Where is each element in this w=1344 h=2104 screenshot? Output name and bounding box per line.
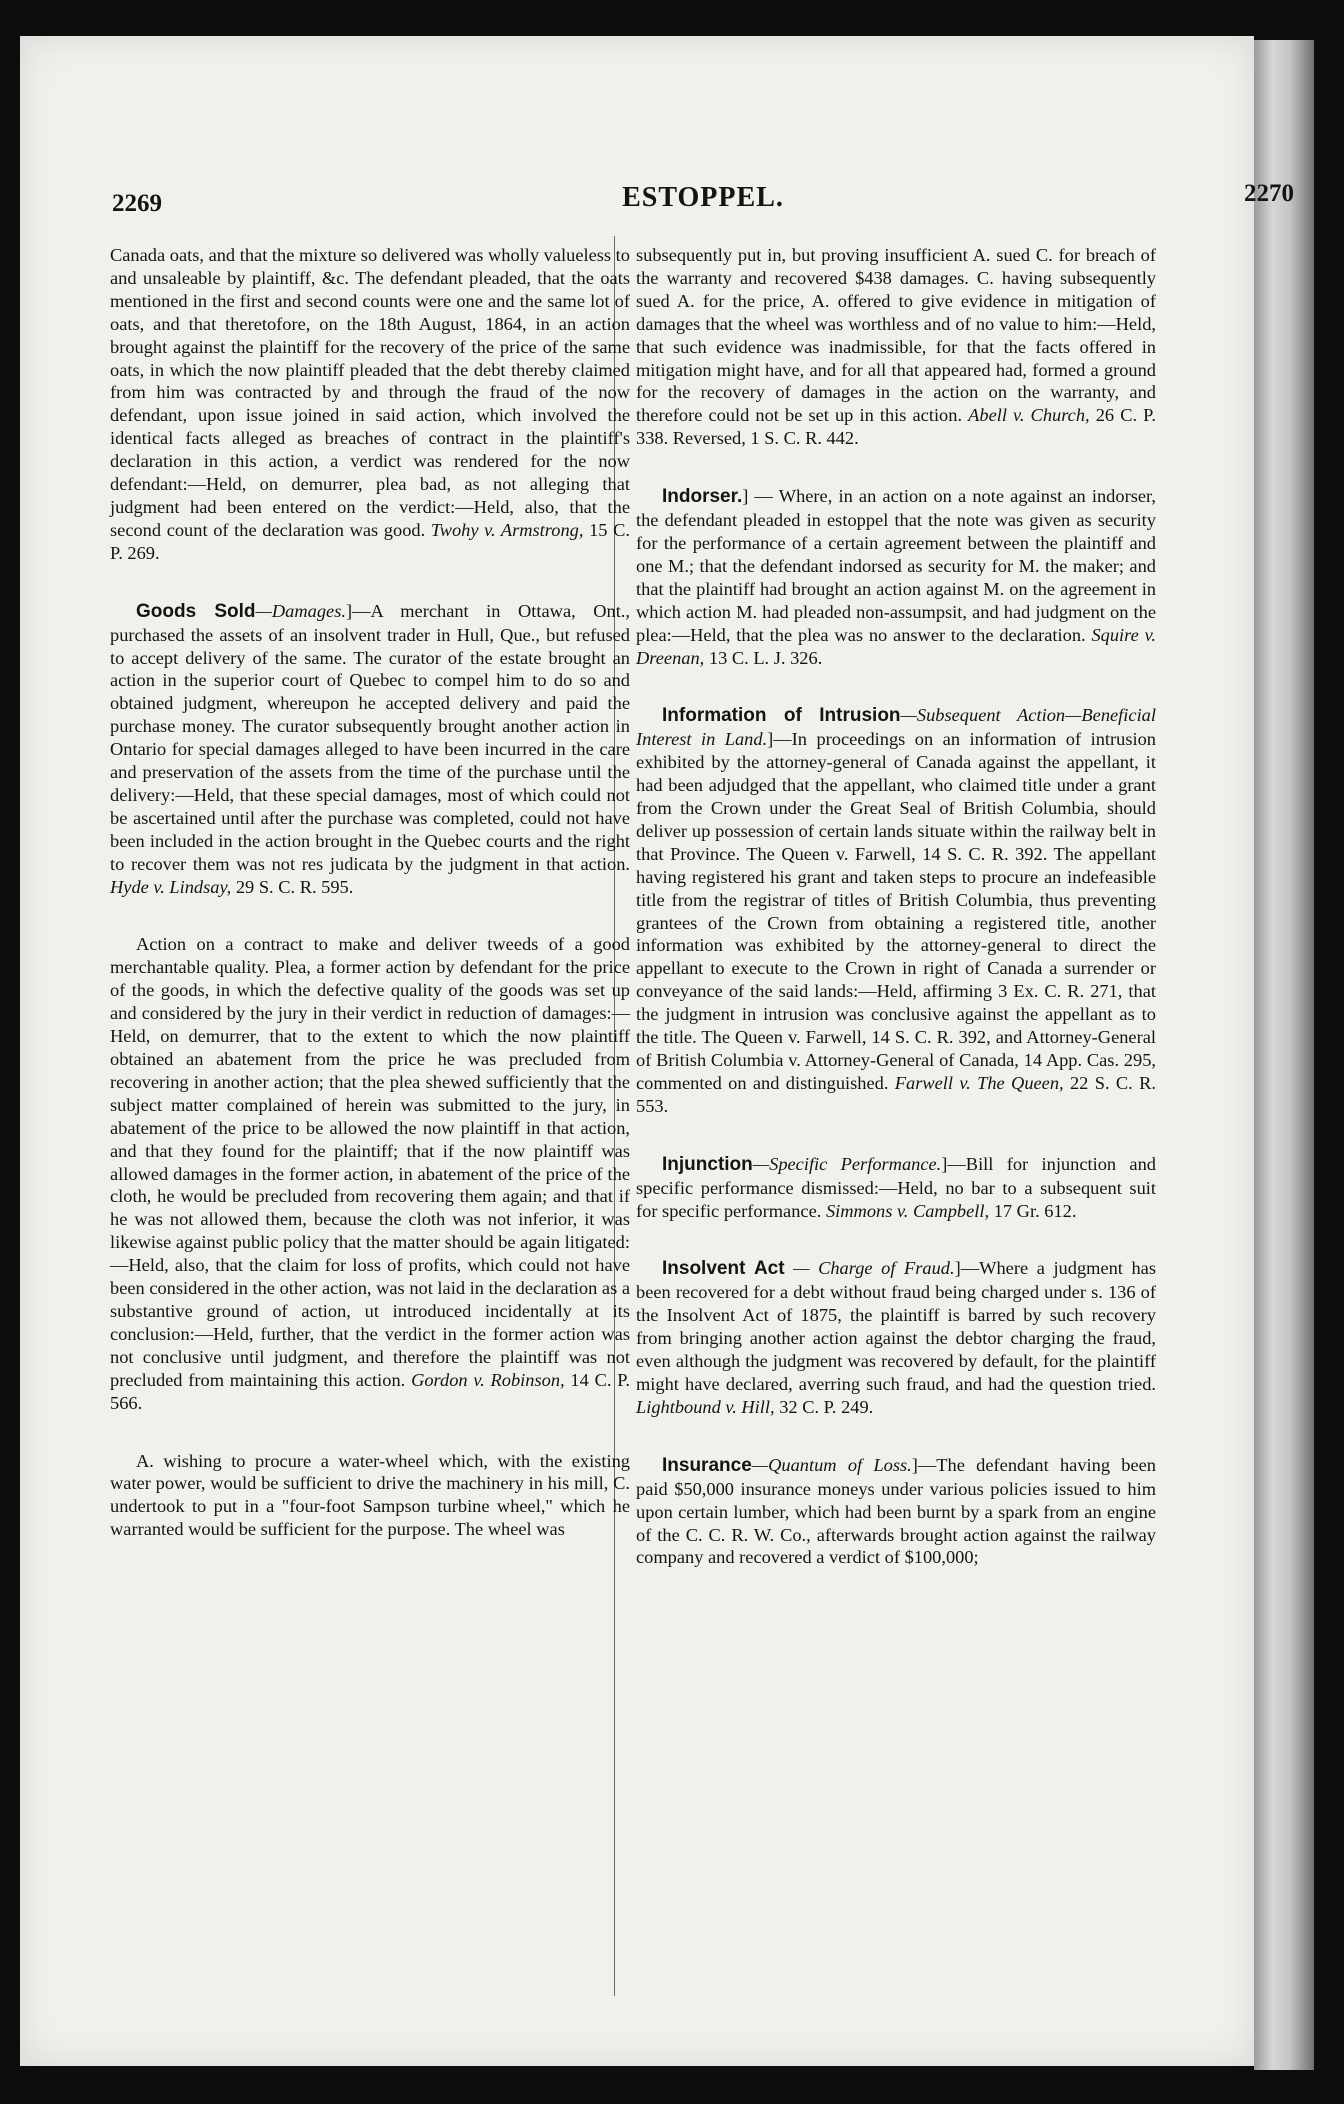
entry-oats-continued bbox=[110, 244, 630, 565]
case-citation: Gordon v. Robinson, bbox=[411, 1369, 565, 1390]
running-title: ESTOPPEL. bbox=[622, 182, 784, 213]
entry-indorser bbox=[636, 485, 1156, 669]
right-page-number: 2270 bbox=[1244, 180, 1294, 207]
entry-text: ]—In proceedings on an information of intrusion exhibited by the attorney-general of Canada against the appellant, it had been adjudged that the appellant, who claimed title under a grant from the Crown under the Great Seal of British Columbia, should deliver up possession of certain lands situate within the railway belt in that Province. The Queen v. Farwell, 14 S. C. R. 392. The appellant having registered his grant and taken steps to procure an indefeasible title from the registrar of titles of British Columbia, thus preventing grantees of the Crown from obtaining a registered title, another information was exhibited by the attorney-general to direct the appellant to execute to the Crown in right of Canada a surrender or conveyance of the said lands:—Held, affirming 3 Ex. C. R. 271, that the judgment in intrusion was conclusive against the appellant as to the title. The Queen v. Farwell, 14 S. C. R. 392, and Attorney-General of British Columbia v. Attorney-General of Canada, 14 App. Cas. 295, commented on and distinguished. bbox=[636, 729, 1156, 1093]
entry-text: Canada oats, and that the mixture so delivered was wholly valueless to and unsaleable by plaintiff, &c. The defendant pleaded, that the oats mentioned in the first and second counts were one and the same lot of oats, and that theretofore, on the 18th August, 1864, in an action brought against the plaintiff for the recovery of the price of the same oats, in which the now plaintiff pleaded that the debt thereby claimed from him was contracted by and through the fraud of the now defendant, upon issue joined in said action, which involved the identical facts alleged as breaches of contract in the plaintiff's declaration in this action, a verdict was rendered for the now defendant:—Held, on demurrer, plea bad, as not alleging that judgment had been entered on the verdict:—Held, also, that the second count of the declaration was good. bbox=[110, 245, 630, 540]
case-citation: Lightbound v. Hill, bbox=[636, 1396, 775, 1417]
case-reference: 22 S. C. R. 553. bbox=[636, 1072, 1156, 1116]
entry-tweeds bbox=[110, 933, 630, 1414]
entry-text: subsequently put in, but proving insufficient A. sued C. for breach of the warranty and recovered $438 damages. C. having subsequently sued A. for the price, A. offered to give evidence in mitigation of damages that the wheel was worthless and of no value to him:—Held, that such evidence was inadmissible, for that the facts offered in mitigation might have, and for all that appeared had, formed a ground for the recovery of damages in the action on the warranty, and therefore could not be set up in this action. bbox=[636, 245, 1156, 426]
case-citation: Farwell v. The Queen, bbox=[894, 1072, 1064, 1093]
entry-heading: Injunction bbox=[662, 1153, 753, 1175]
right-column bbox=[636, 244, 1156, 1604]
entry-subheading: —Specific Performance. bbox=[752, 1153, 942, 1174]
entry-heading: Insurance bbox=[662, 1454, 752, 1476]
entry-text: ] — Where, in an action on a note against an indorser, the defendant pleaded in estoppel that the note was given as security for the performance of a certain agreement between the plaintiff and one M.; that the defendant indorsed as security for M. the maker; and that the plaintiff had brought an action against M. on the agreement in which action M. had pleaded non-assumpsit, and had judgment on the plea:—Held, that the plea was no answer to the declaration. bbox=[636, 486, 1156, 645]
entry-subheading: —Quantum of Loss. bbox=[751, 1454, 912, 1475]
entry-subheading: —Subsequent Action—Beneficial Interest in Land. bbox=[636, 705, 1156, 750]
entry-water-wheel bbox=[110, 1450, 630, 1542]
entry-heading: Insolvent Act bbox=[662, 1258, 785, 1280]
entry-subheading: — Charge of Fraud. bbox=[784, 1258, 955, 1279]
running-header bbox=[112, 180, 1294, 228]
entry-insurance bbox=[636, 1454, 1156, 1570]
entry-text: ]—Bill for injunction and specific performance dismissed:—Held, no bar to a subsequent suit for specific performance. bbox=[636, 1153, 1156, 1221]
case-reference: 29 S. C. R. 595. bbox=[235, 876, 354, 897]
entry-text: ]—Where a judgment has been recovered for a debt without fraud being charged under s. 136 of the Insolvent Act of 1875, the plaintiff is barred by such recovery from bringing another action against the debtor charging the fraud, even although the judgment was recovered by default, for the plaintiff might have declared, averring such fraud, and had the question tried. bbox=[636, 1258, 1156, 1394]
entry-heading: Indorser. bbox=[662, 486, 743, 508]
entry-text: ]—A merchant in Ottawa, Ont., purchased the assets of an insolvent trader in Hull, Que., but refused to accept delivery of the same. The curator of the estate brought an action in the superior court of Quebec to compel him to do so and obtained judgment, whereupon he accepted delivery and paid the purchase money. The curator subsequently brought another action in Ontario for special damages alleged to have been incurred in the care and preservation of the assets from the time of the purchase until the delivery:—Held, that these special damages, most of which could not be ascertained until after the purchase was completed, could not have been included in the action brought in the Quebec courts and the right to recover them was not res judicata by the judgment in that action. bbox=[110, 600, 630, 874]
entry-injunction bbox=[636, 1153, 1156, 1223]
entry-text: ]—The defendant having been paid $50,000 insurance moneys under various policies issued to him upon certain lumber, which had been burnt by a spark from an engine of the C. C. R. W. Co., afterwards brought action against the railway company and recovered a verdict of $100,000; bbox=[636, 1454, 1157, 1568]
case-citation: Twohy v. Armstrong, bbox=[430, 519, 584, 540]
entry-text: Action on a contract to make and deliver tweeds of a good merchantable quality. Plea, a former action by defendant for the price of the goods, in which the defective quality of the goods was set up and considered by the jury in their verdict in reduction of damages:—Held, on demurrer, that to the extent to which the now plaintiff obtained an abatement from the price he was precluded from recovering in another action; that the plea shewed sufficiently that the subject matter complained of herein was submitted to the jury, in abatement of the price to be allowed the now plaintiff in that action, and that they found for the plaintiff; that if the now plaintiff was allowed damages in the former action, in abatement of the price of the cloth, he would be precluded from recovering them again; and that if he was not allowed them, because the cloth was not inferior, it was likewise against public policy that the matter should be again litigated:—Held, also, that the claim for loss of profits, which could not have been considered in the other action, was not laid in the declaration as a substantive ground of action, ut introduced incidentally at its conclusion:—Held, further, that the verdict in the former action was not conclusive until judgment, and therefore the plaintiff was not precluded from maintaining this action. bbox=[110, 934, 630, 1390]
page-edge bbox=[1254, 40, 1314, 2070]
entry-information-of-intrusion bbox=[636, 704, 1156, 1117]
entry-insolvent-act bbox=[636, 1257, 1156, 1418]
entry-subheading: —Damages. bbox=[255, 600, 346, 621]
case-citation: Abell v. Church, bbox=[968, 405, 1090, 426]
case-reference: 26 C. P. 338. Reversed, 1 S. C. R. 442. bbox=[636, 405, 1156, 449]
left-page-number: 2269 bbox=[112, 190, 162, 217]
left-column bbox=[110, 244, 630, 1576]
case-reference: 15 C. P. 269. bbox=[110, 519, 630, 563]
case-citation: Squire v. Dreenan, bbox=[636, 624, 1156, 668]
entry-text: A. wishing to procure a water-wheel which, with the existing water power, would be sufficient to drive the machinery in his mill, C. undertook to put in a "four-foot Sampson turbine wheel," which he warranted would be sufficient for the purpose. The wheel was bbox=[110, 1450, 630, 1540]
case-citation: Simmons v. Campbell, bbox=[825, 1200, 990, 1221]
entry-heading: Information of Intrusion bbox=[662, 705, 901, 727]
case-reference: 14 C. P. 566. bbox=[110, 1369, 630, 1413]
case-citation: Hyde v. Lindsay, bbox=[110, 876, 232, 897]
case-reference: 32 C. P. 249. bbox=[779, 1396, 874, 1417]
case-reference: 17 Gr. 612. bbox=[993, 1200, 1077, 1221]
entry-water-wheel-continued bbox=[636, 244, 1156, 450]
entry-goods-sold bbox=[110, 600, 630, 899]
entry-heading: Goods Sold bbox=[136, 600, 256, 622]
case-reference: 13 C. L. J. 326. bbox=[708, 647, 823, 668]
